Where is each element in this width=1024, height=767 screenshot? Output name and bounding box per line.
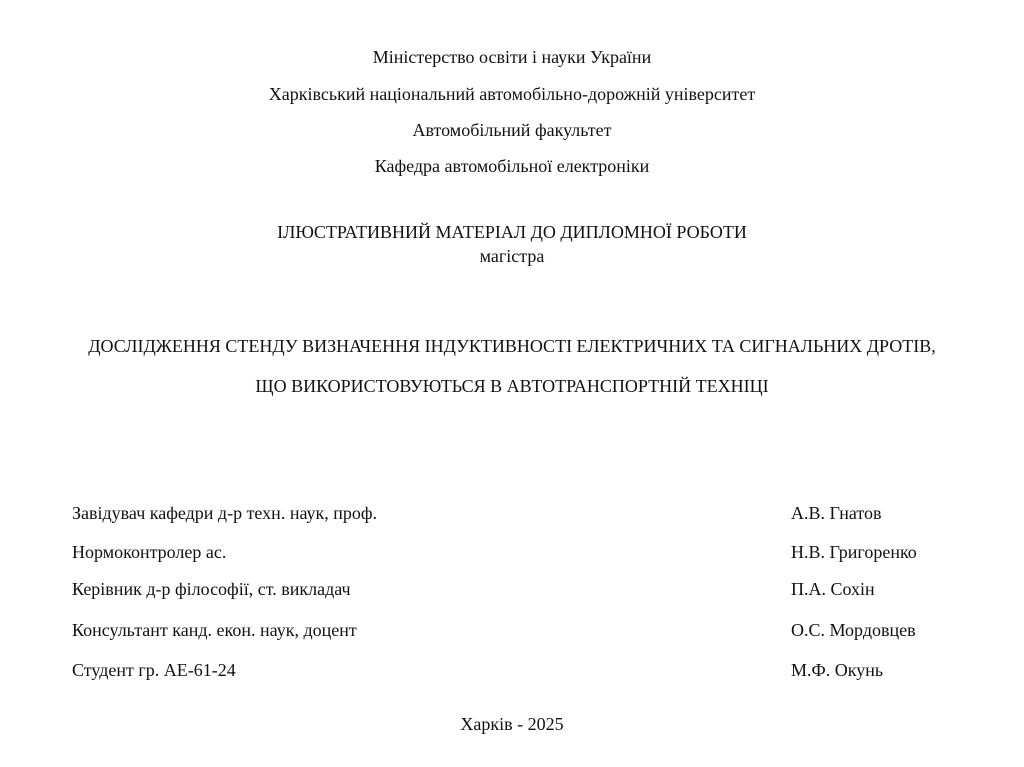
- document-type-line: ІЛЮСТРАТИВНИЙ МАТЕРІАЛ ДО ДИПЛОМНОЇ РОБОТИ: [277, 222, 747, 242]
- signature-role: Консультант канд. екон. наук, доцент: [72, 620, 357, 640]
- signature-role: Нормоконтролер ас.: [72, 542, 227, 562]
- city-year-line: Харків - 2025: [460, 714, 564, 734]
- faculty-line: Автомобільний факультет: [412, 120, 612, 140]
- signature-role: Студент гр. АЕ-61-24: [72, 660, 236, 680]
- signature-row: [0, 659, 1024, 681]
- thesis-title-line-1: ДОСЛІДЖЕННЯ СТЕНДУ ВИЗНАЧЕННЯ ІНДУКТИВНОСТІ ЕЛЕКТРИЧНИХ ТА СИГНАЛЬНИХ ДРОТІВ,: [88, 336, 936, 356]
- signature-name: М.Ф. Окунь: [791, 660, 884, 680]
- signature-role: Керівник д-р філософії, ст. викладач: [72, 579, 351, 599]
- signature-name: Н.В. Григоренко: [791, 542, 917, 562]
- signature-row: [0, 502, 1024, 524]
- department-line: Кафедра автомобільної електроніки: [374, 156, 650, 176]
- degree-line: магістра: [479, 246, 545, 266]
- thesis-title-line-2: ЩО ВИКОРИСТОВУЮТЬСЯ В АВТОТРАНСПОРТНІЙ ТЕХНІЦІ: [255, 376, 769, 396]
- ministry-line: Міністерство освіти і науки України: [372, 47, 652, 67]
- signature-row: [0, 541, 1024, 563]
- signature-row: [0, 619, 1024, 641]
- signature-name: О.С. Мордовцев: [791, 620, 916, 640]
- signature-name: П.А. Сохін: [791, 579, 875, 599]
- signature-role: Завідувач кафедри д-р техн. наук, проф.: [72, 503, 378, 523]
- signature-row: [0, 578, 1024, 600]
- signature-name: А.В. Гнатов: [791, 503, 882, 523]
- university-line: Харківський національний автомобільно-дорожній університет: [268, 84, 756, 104]
